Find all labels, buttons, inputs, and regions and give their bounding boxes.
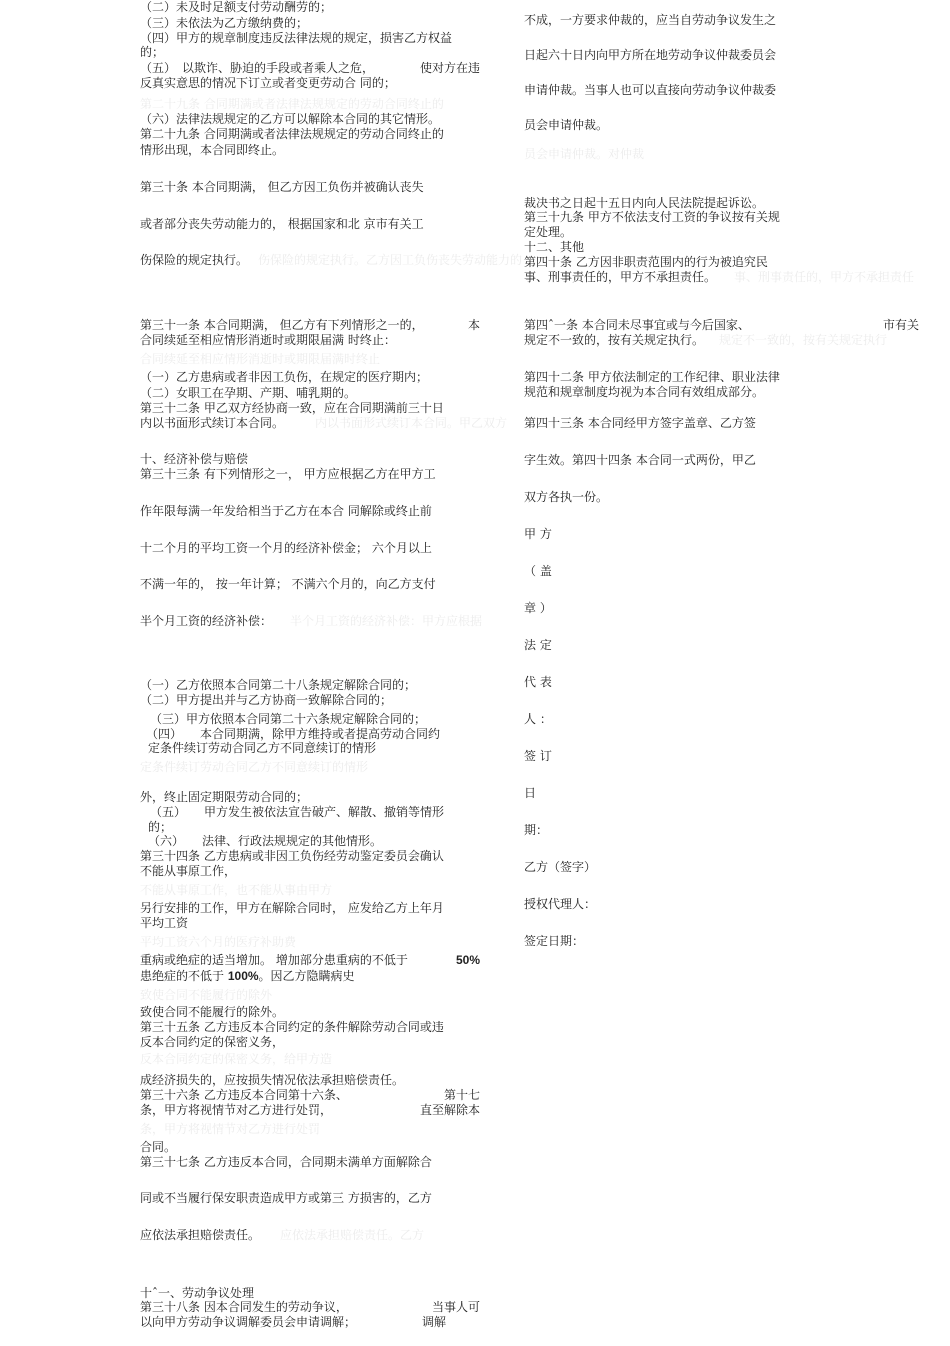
text-line: 或者部分丧失劳动能力的， 根据国家和北 京市有关工 bbox=[140, 217, 424, 231]
article-37: 第三十七条 乙方违反本合同，合同期未满单方面解除合 bbox=[140, 1155, 432, 1169]
text-line: （三）未依法为乙方缴纳费的； bbox=[140, 16, 309, 30]
text-line: （四）甲方的规章制度违反法律法规的规定，损害乙方权益 bbox=[140, 31, 453, 45]
text-line: 不成，一方要求仲裁的，应当自劳动争议发生之 bbox=[524, 13, 777, 27]
text-line: （二）未及时足额支付劳动酬劳的； bbox=[140, 0, 333, 14]
article-40: 第四十条 乙方因非职责范围内的行为被追究民 bbox=[524, 255, 768, 269]
faint-text: 半个月工资的经济补偿：甲方应根据 bbox=[290, 614, 483, 628]
text-segment: 调解 bbox=[421, 1315, 446, 1329]
text-line: 同或不当履行保安职责造成甲方或第三 方损害的，乙方 bbox=[140, 1191, 432, 1205]
text-line: 另行安排的工作，甲方在解除合同时， 应发给乙方上年月 bbox=[140, 901, 444, 915]
faint-text: 定条件续订劳动合同乙方不同意续订的情形 bbox=[140, 760, 369, 774]
authorized-agent-label: 授权代理人： bbox=[524, 897, 597, 911]
text-line: 定条件续订劳动合同乙方不同意续订的情形 bbox=[148, 741, 377, 755]
text-line: （一）乙方依照本合同第二十八条规定解除合同的； bbox=[140, 678, 417, 692]
text-line: （六）法律法规规定的乙方可以解除本合同的其它情形。 bbox=[140, 112, 441, 126]
text-line: 十二个月的平均工资一个月的经济补偿金； 六个月以上 bbox=[140, 541, 432, 555]
text-line: 情形出现，本合同即终止。 bbox=[140, 143, 285, 157]
text-segment: （五） 以欺诈、胁迫的手段或者乘人之危， bbox=[140, 61, 375, 75]
article-39: 第三十九条 甲方不依法支付工资的争议按有关规 bbox=[524, 210, 780, 224]
text-line: 作年限每满一年发给相当于乙方在本合 同解除或终止前 bbox=[140, 504, 432, 518]
sign-date-label: 签 订 bbox=[524, 749, 552, 763]
text-line: 定处理。 bbox=[524, 225, 573, 239]
party-b-signature-label: 乙方（签字） bbox=[524, 860, 597, 874]
text-line: 规范和规章制度均视为本合同有效组成部分。 bbox=[524, 385, 765, 399]
faint-text: 第二十九条 合同期满或者法律法规规定的劳动合同终止的 bbox=[140, 97, 444, 111]
text-segment: 本 bbox=[467, 318, 480, 332]
article-34: 第三十四条 乙方患病或非因工负伤经劳动鉴定委员会确认 bbox=[140, 849, 444, 863]
article-38 bbox=[140, 1300, 480, 1314]
text-line: （一）乙方患病或者非因工负伤，在规定的医疗期内； bbox=[140, 370, 429, 384]
faint-text: 规定不一致的，按有关规定执行 bbox=[719, 333, 888, 347]
seal-label: （ 盖 bbox=[524, 564, 552, 578]
faint-text: 伤保险的规定执行。乙方因工负伤丧失劳动能力的 bbox=[258, 253, 523, 267]
article-32: 第三十二条 甲乙双方经协商一致，应在合同期满前三十日 bbox=[140, 401, 444, 415]
faint-text: 员会申请仲裁。对仲裁 bbox=[524, 147, 645, 161]
text-line: 伤保险的规定执行。 bbox=[140, 253, 249, 267]
text-line: 不能从事原工作， bbox=[140, 864, 237, 878]
text-line: 平均工资 bbox=[140, 916, 189, 930]
legal-rep-label: 代 表 bbox=[524, 675, 552, 689]
text-segment: 第三十一条 本合同期满， 但乙方有下列情形之一的， bbox=[140, 318, 424, 332]
text-line: （六） 法律、行政法规规定的其他情形。 bbox=[148, 834, 383, 848]
text-line: 申请仲裁。当事人也可以直接向劳动争议仲裁委 bbox=[524, 83, 777, 97]
article-44: 字生效。第四十四条 本合同一式两份，甲乙 bbox=[524, 453, 756, 467]
text-line: （三）甲方依照本合同第二十六条规定解除合同的； bbox=[150, 712, 427, 726]
text-line bbox=[140, 969, 355, 983]
faint-text: 事、刑事责任的，甲方不承担责任 bbox=[734, 270, 915, 284]
text-segment: 市有关 bbox=[882, 318, 919, 332]
article-35: 第三十五条 乙方违反本合同约定的条件解除劳动合同或违 bbox=[140, 1020, 444, 1034]
faint-text: 合同续延至相应情形消逝时或期限届满时终止 bbox=[140, 352, 381, 366]
text-line bbox=[140, 1315, 446, 1329]
text-segment: 条，甲方将视情节对乙方进行处罚， bbox=[140, 1103, 333, 1117]
text-line: 双方各执一份。 bbox=[524, 490, 609, 504]
text-line: 成经济损失的，应按损失情况依法承担赔偿责任。 bbox=[140, 1073, 405, 1087]
article-36 bbox=[140, 1088, 480, 1102]
text-line: 合同。 bbox=[140, 1140, 177, 1154]
text-line: （二）女职工在孕期、产期、哺乳期的。 bbox=[140, 386, 357, 400]
text-line: 应依法承担赔偿责任。 bbox=[140, 1228, 261, 1242]
signing-date-label: 签定日期： bbox=[524, 934, 585, 948]
percent-value: 50% bbox=[455, 953, 480, 967]
text-segment: 患绝症的不低于 bbox=[140, 969, 225, 983]
faint-text: 致使合同不能履行的除外 bbox=[140, 988, 273, 1002]
text-segment: 第三十六条 乙方违反本合同第十六条、 bbox=[140, 1088, 348, 1102]
text-line: 合同续延至相应情形消逝时或期限届满 时终止： bbox=[140, 333, 396, 347]
article-30: 第三十条 本合同期满， 但乙方因工负伤并被确认丧失 bbox=[140, 180, 424, 194]
faint-text: 反本合同约定的保密义务，给甲方造 bbox=[140, 1052, 333, 1066]
text-line: 的； bbox=[140, 45, 165, 59]
text-line: 的； bbox=[148, 820, 173, 834]
text-segment: 直至解除本 bbox=[419, 1103, 480, 1117]
text-line: 裁决书之日起十五日内向人民法院提起诉讼。 bbox=[524, 196, 765, 210]
sign-date-label: 期： bbox=[524, 823, 549, 837]
text-line bbox=[140, 61, 480, 75]
text-segment: 使对方在违 bbox=[419, 61, 480, 75]
article-41 bbox=[524, 318, 919, 332]
article-33: 第三十三条 有下列情形之一， 甲方应根据乙方在甲方工 bbox=[140, 467, 436, 481]
text-line: 半个月工资的经济补偿： bbox=[140, 614, 273, 628]
text-line: （四） 本合同期满，除甲方维持或者提高劳动合同约 bbox=[146, 727, 441, 741]
text-segment: 。因乙方隐瞒病史 bbox=[258, 969, 355, 983]
text-line bbox=[140, 1103, 480, 1117]
percent-value: 100% bbox=[227, 969, 259, 983]
text-line: 日起六十日内向甲方所在地劳动争议仲裁委员会 bbox=[524, 48, 777, 62]
text-line: 反本合同约定的保密义务， bbox=[140, 1035, 285, 1049]
faint-text: 不能从事原工作，也不能从事由甲方 bbox=[140, 883, 333, 897]
section-heading: 十二、其他 bbox=[524, 240, 585, 254]
legal-rep-label: 人 ： bbox=[524, 712, 552, 726]
section-heading: 十、经济补偿与赔偿 bbox=[140, 452, 249, 466]
party-a-label: 甲 方 bbox=[524, 527, 552, 541]
section-heading: 十ˆ一、劳动争议处理 bbox=[140, 1286, 255, 1300]
text-segment: 第三十八条 因本合同发生的劳动争议， bbox=[140, 1300, 348, 1314]
legal-rep-label: 法 定 bbox=[524, 638, 552, 652]
faint-text: 平均工资六个月的医疗补助费 bbox=[140, 935, 297, 949]
text-line: 致使合同不能履行的除外。 bbox=[140, 1005, 285, 1019]
article-42: 第四十二条 甲方依法制定的工作纪律、职业法律 bbox=[524, 370, 780, 384]
faint-text: 条，甲方将视情节对乙方进行处罚 bbox=[140, 1122, 321, 1136]
article-31 bbox=[140, 318, 480, 332]
text-line: （五） 甲方发生被依法宣告破产、解散、撤销等情形 bbox=[150, 805, 445, 819]
text-line: 反真实意思的情况下订立或者变更劳动合 同的； bbox=[140, 76, 396, 90]
text-line: 规定不一致的，按有关规定执行。 bbox=[524, 333, 705, 347]
text-line: 不满一年的， 按一年计算； 不满六个月的，向乙方支付 bbox=[140, 577, 436, 591]
article-43: 第四十三条 本合同经甲方签字盖章、乙方签 bbox=[524, 416, 756, 430]
text-segment: 以向甲方劳动争议调解委员会申请调解； bbox=[140, 1315, 357, 1329]
text-segment: 当事人可 bbox=[431, 1300, 480, 1314]
text-line: 外，终止固定期限劳动合同的； bbox=[140, 790, 309, 804]
faint-text: 内以书面形式续订本合同。甲乙双方 bbox=[315, 416, 508, 430]
text-line: （二）甲方提出并与乙方协商一致解除合同的； bbox=[140, 693, 393, 707]
text-segment: 第四ˆ一条 本合同未尽事宜或与今后国家、 bbox=[524, 318, 750, 332]
text-line bbox=[140, 953, 480, 967]
sign-date-label: 日 bbox=[524, 786, 537, 800]
text-line: 内以书面形式续订本合同。 bbox=[140, 416, 285, 430]
text-segment: 第十七 bbox=[443, 1088, 480, 1102]
article-29: 第二十九条 合同期满或者法律法规规定的劳动合同终止的 bbox=[140, 127, 444, 141]
faint-text: 应依法承担赔偿责任。乙方 bbox=[280, 1228, 425, 1242]
text-line: 员会申请仲裁。 bbox=[524, 118, 609, 132]
text-segment: 重病或绝症的适当增加。 增加部分患重病的不低于 bbox=[140, 953, 408, 967]
text-line: 事、刑事责任的，甲方不承担责任。 bbox=[524, 270, 717, 284]
seal-label: 章 ） bbox=[524, 601, 552, 615]
